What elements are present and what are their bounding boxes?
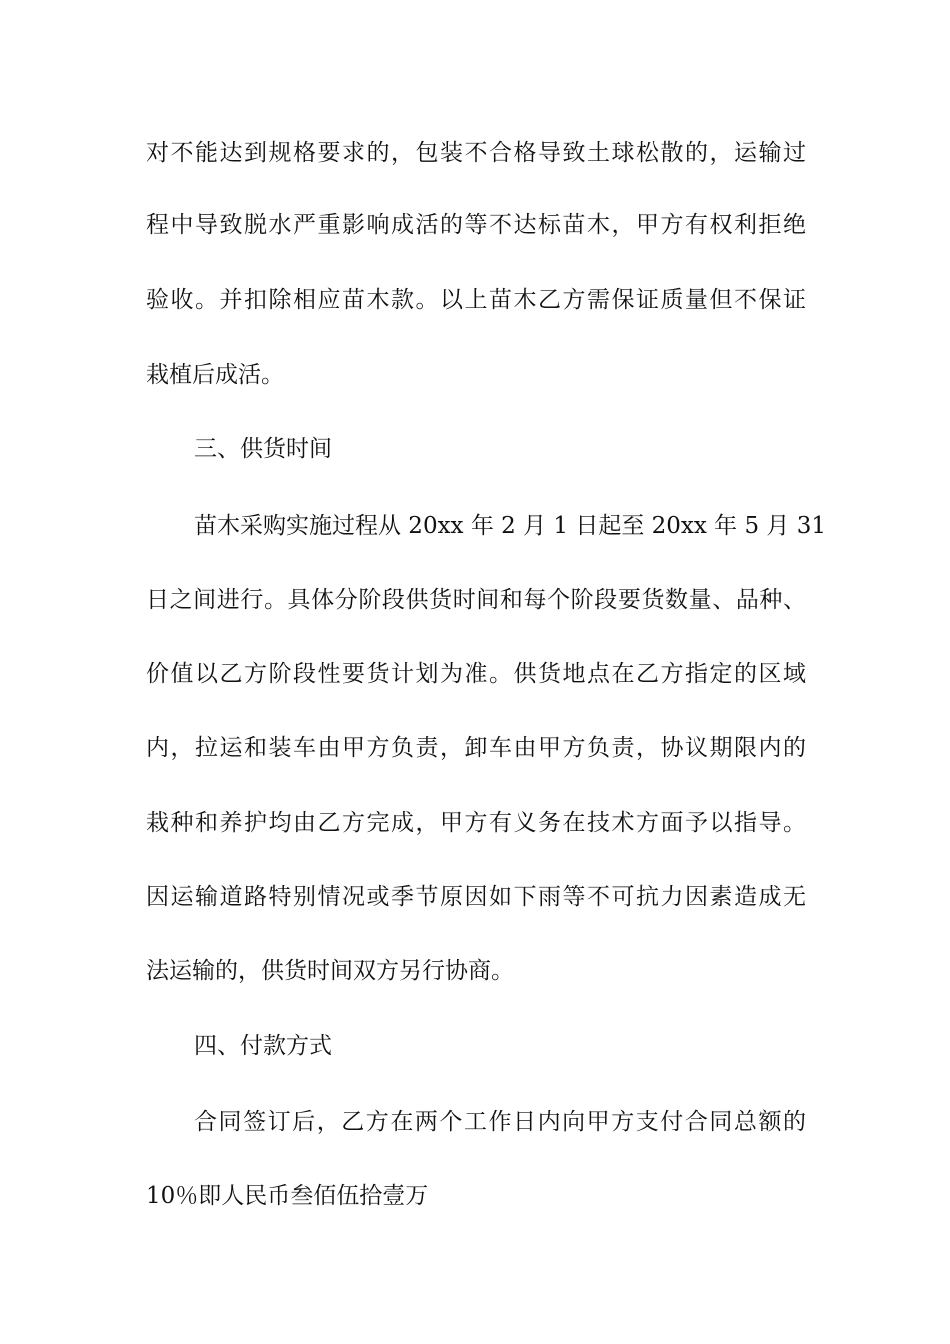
paragraph-line: 验收。并扣除相应苗木款。以上苗木乙方需保证质量但不保证 [146,287,806,313]
paragraph-line: 苗木采购实施过程从 20xx 年 2 月 1 日起至 20xx 年 5 月 31 [194,513,827,539]
paragraph-line: 内，拉运和装车由甲方负责，卸车由甲方负责，协议期限内的 [146,735,806,761]
paragraph-line: 程中导致脱水严重影响成活的等不达标苗木，甲方有权利拒绝 [146,212,806,238]
paragraph-line: 对不能达到规格要求的，包装不合格导致土球松散的，运输过 [146,140,806,166]
section-heading: 三、供货时间 [194,436,332,462]
paragraph-line: 因运输道路特别情况或季节原因如下雨等不可抗力因素造成无 [146,884,806,910]
paragraph-line: 栽种和养护均由乙方完成，甲方有义务在技术方面予以指导。 [146,810,806,836]
paragraph-line: 10％即人民币叁佰伍拾壹万 [146,1183,429,1209]
paragraph-line: 价值以乙方阶段性要货计划为准。供货地点在乙方指定的区域 [146,661,806,687]
paragraph-line: 法运输的，供货时间双方另行协商。 [146,958,514,984]
section-heading: 四、付款方式 [194,1033,332,1059]
paragraph-line: 合同签订后，乙方在两个工作日内向甲方支付合同总额的 [194,1109,806,1135]
paragraph-line: 栽植后成活。 [146,362,284,388]
paragraph-line: 日之间进行。具体分阶段供货时间和每个阶段要货数量、品种、 [146,587,806,613]
